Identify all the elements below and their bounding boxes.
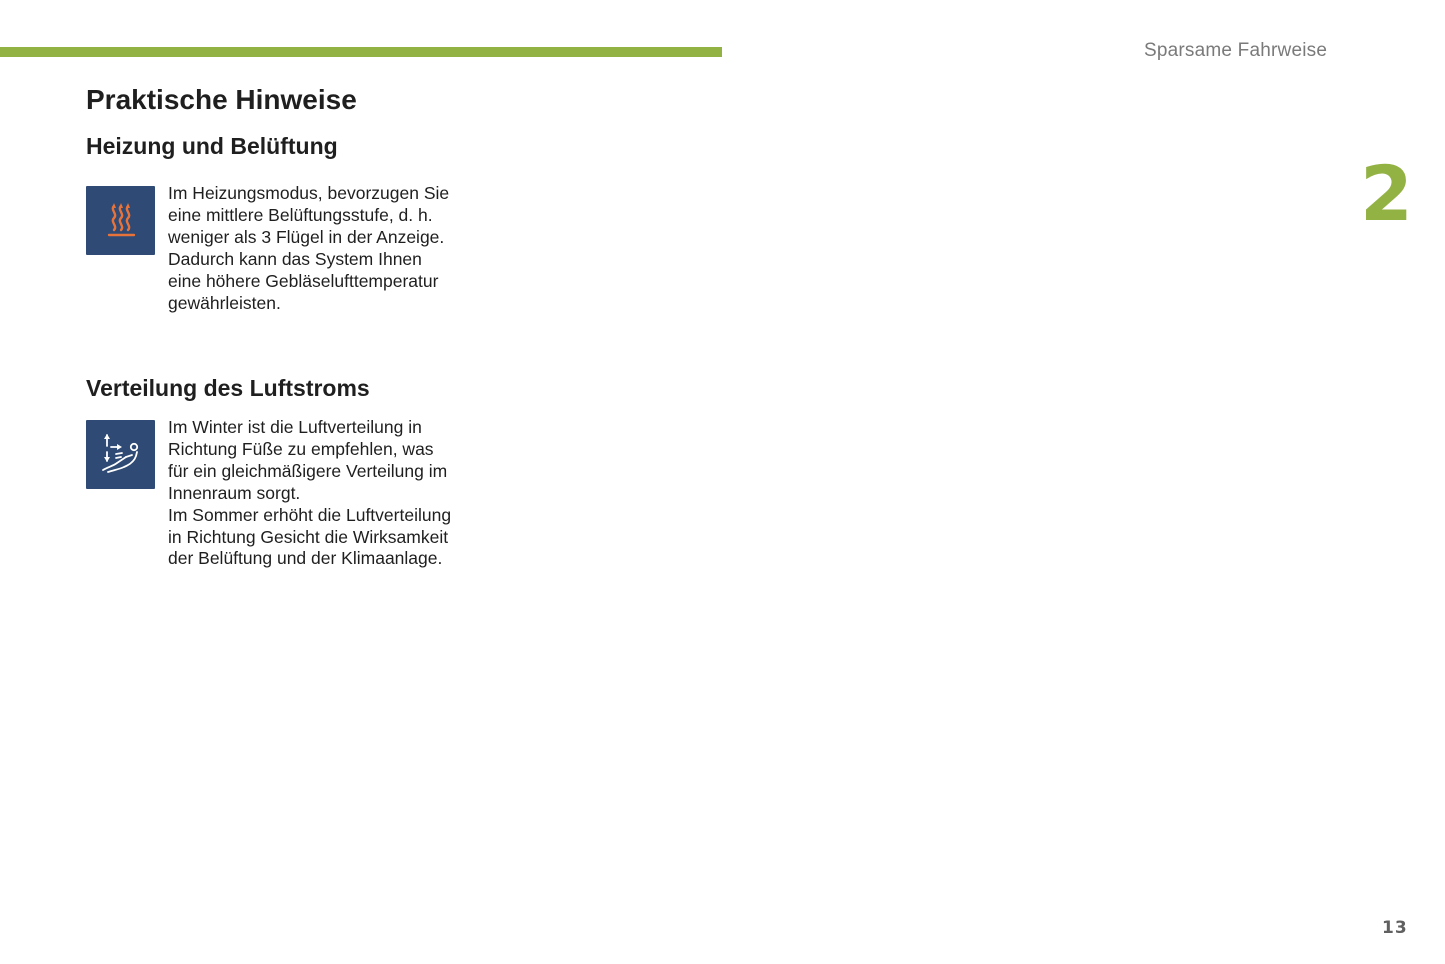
text-line: eine höhere Gebläselufttemperatur xyxy=(168,270,439,291)
text-line: Im Winter ist die Luftverteilung in xyxy=(168,417,422,437)
text-line: eine mittlere Belüftungsstufe, d. h. xyxy=(168,204,433,225)
page-number: 13 xyxy=(1382,918,1408,938)
text-line: weniger als 3 Flügel in der Anzeige. xyxy=(168,226,445,247)
text-line: Im Sommer erhöht die Luftverteilung xyxy=(168,504,452,525)
text-line: der Belüftung und der Klimaanlage. xyxy=(168,548,443,569)
air-distribution-text xyxy=(168,417,478,570)
section-heading-heating: Heizung und Belüftung xyxy=(86,133,338,159)
text-line: für ein gleichmäßigere Verteilung im xyxy=(168,460,448,481)
section-heading-air-distribution: Verteilung des Luftstroms xyxy=(86,375,370,401)
text-line: Innenraum sorgt. xyxy=(168,482,301,503)
text-line: Richtung Füße zu empfehlen, was xyxy=(168,438,434,459)
text-line: Im Heizungsmodus, bevorzugen Sie xyxy=(168,183,450,203)
text-line: gewährleisten. xyxy=(168,292,281,313)
chapter-title: Sparsame Fahrweise xyxy=(1144,40,1328,61)
text-line: in Richtung Gesicht die Wirksamkeit xyxy=(168,526,449,547)
chapter-number: 2 xyxy=(1360,149,1413,238)
page-title: Praktische Hinweise xyxy=(86,84,357,115)
chapter-accent-bar xyxy=(0,47,722,57)
heating-icon xyxy=(86,186,155,255)
text-line: Dadurch kann das System Ihnen xyxy=(168,248,422,269)
heating-text xyxy=(168,183,478,314)
air-distribution-icon xyxy=(86,420,155,489)
